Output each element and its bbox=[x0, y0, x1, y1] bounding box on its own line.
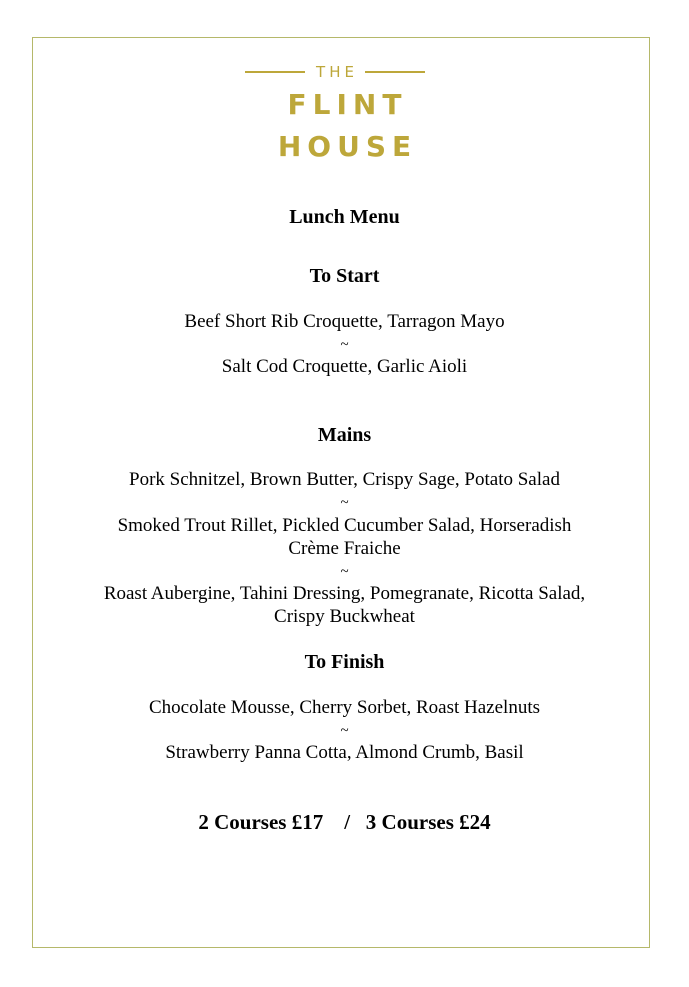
separator: ~ bbox=[340, 495, 349, 511]
logo-house: HOUSE bbox=[277, 130, 418, 163]
menu-item: Beef Short Rib Croquette, Tarragon Mayo bbox=[184, 311, 505, 332]
section-heading-start: To Start bbox=[309, 265, 380, 287]
logo-rule-left bbox=[245, 71, 305, 73]
separator: ~ bbox=[340, 723, 349, 739]
logo-the: THE bbox=[316, 63, 358, 81]
menu-item: Chocolate Mousse, Cherry Sorbet, Roast Hazelnuts bbox=[148, 697, 540, 718]
logo-rule-right bbox=[365, 71, 425, 73]
menu-title: Lunch Menu bbox=[289, 206, 400, 228]
menu-item: Pork Schnitzel, Brown Butter, Crispy Sage, Potato Salad bbox=[129, 469, 560, 490]
separator: ~ bbox=[340, 337, 349, 353]
price-three-courses: 3 Courses £24 bbox=[365, 810, 491, 834]
menu-item: Crispy Buckwheat bbox=[274, 606, 415, 627]
menu-item: Smoked Trout Rillet, Pickled Cucumber Salad, Horseradish bbox=[117, 515, 572, 536]
menu-item: Crème Fraiche bbox=[288, 538, 401, 559]
logo-the-row bbox=[245, 62, 425, 82]
section-heading-finish: To Finish bbox=[304, 651, 385, 673]
price-slash: / bbox=[344, 810, 351, 834]
price-two-courses: 2 Courses £17 bbox=[198, 810, 324, 834]
menu-item: Roast Aubergine, Tahini Dressing, Pomegranate, Ricotta Salad, bbox=[103, 583, 586, 604]
menu-item: Strawberry Panna Cotta, Almond Crumb, Basil bbox=[165, 742, 524, 763]
section-heading-mains: Mains bbox=[317, 424, 372, 446]
separator: ~ bbox=[340, 564, 349, 580]
menu-item: Salt Cod Croquette, Garlic Aioli bbox=[221, 356, 468, 377]
logo-flint: FLINT bbox=[287, 88, 408, 121]
pricing bbox=[0, 809, 689, 835]
